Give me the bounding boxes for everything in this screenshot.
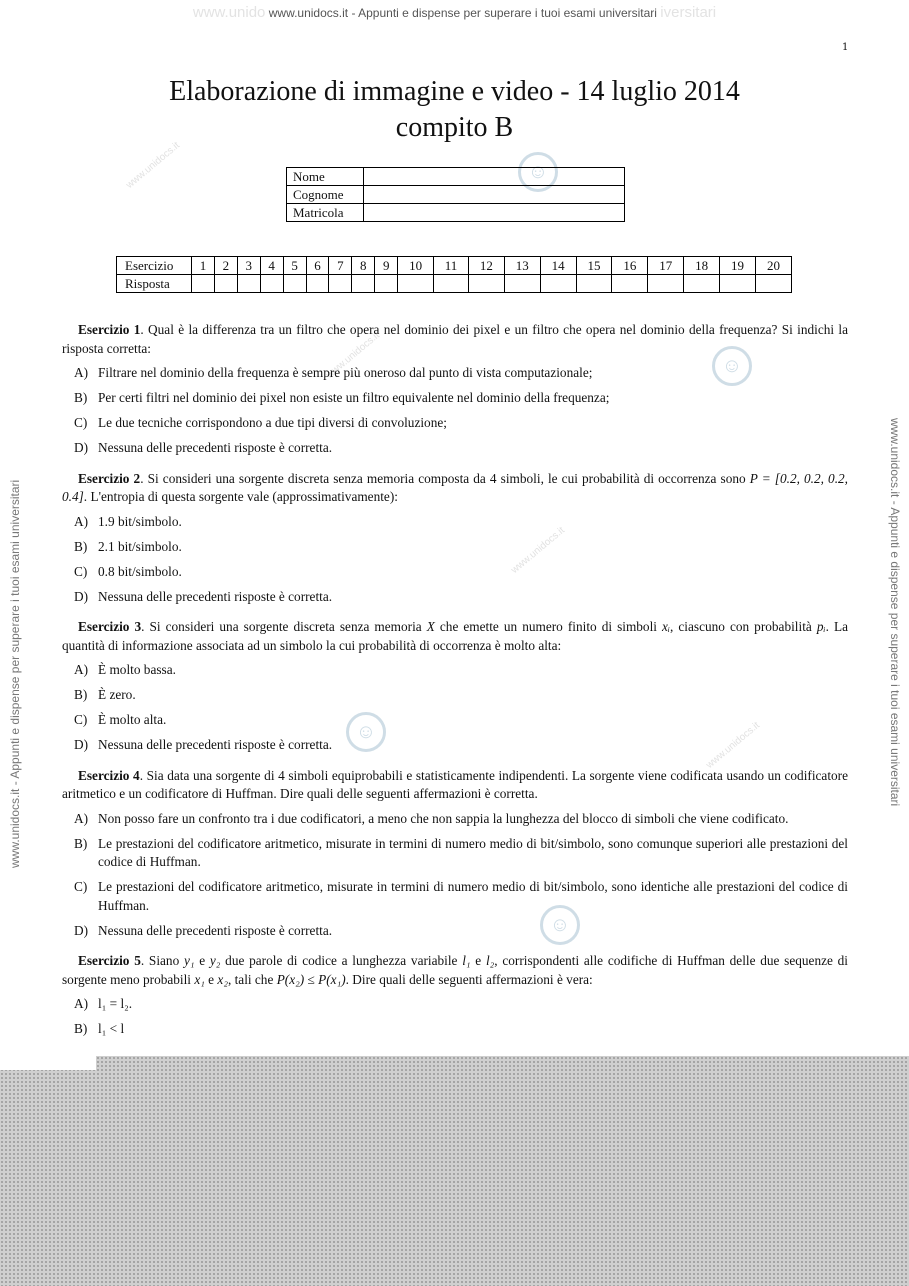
answer-cell-5[interactable] [283, 275, 306, 293]
watermark-left-side: www.unidocs.it - Appunti e dispense per superare i tuoi esami universitari [8, 479, 22, 868]
answer-grid-col-12: 12 [468, 257, 504, 275]
exercise-2-label: Esercizio 2 [78, 470, 141, 486]
table-row [287, 204, 625, 222]
watermark-diagonal: www.unidocs.it [509, 525, 567, 576]
answer-cell-2[interactable] [214, 275, 237, 293]
exercise-3 [62, 618, 848, 755]
exercise-4-label: Esercizio 4 [78, 767, 140, 783]
answer-cell-8[interactable] [352, 275, 375, 293]
unidocs-logo-icon: ☺ [540, 905, 580, 945]
exercise-5-label: Esercizio 5 [78, 953, 141, 968]
watermark-ghost-left: www.unido [192, 4, 266, 21]
exercise-list [62, 321, 848, 1051]
id-label-matricola: Matricola [287, 204, 364, 222]
answer-grid-col-1: 1 [192, 257, 215, 275]
option-b[interactable]: B) Le prestazioni del codificatore aritmetico, misurate in termini di numero medio di bit/simbolo, sono comunque superiori alle prestazioni del codice di Huffman. [74, 835, 848, 869]
math-probabilities: P = [0.2, 0.2, 0.2, 0.4] [62, 470, 849, 504]
option-a[interactable]: A) 1.9 bit/simbolo. [74, 513, 182, 529]
answer-cell-11[interactable] [434, 275, 469, 293]
answer-grid-col-5: 5 [283, 257, 306, 275]
answer-cell-3[interactable] [237, 275, 260, 293]
answer-cell-6[interactable] [306, 275, 329, 293]
unidocs-logo-icon: ☺ [346, 712, 386, 752]
answer-grid [116, 256, 792, 293]
watermark-ghost-right: iversitari [660, 4, 717, 21]
answer-cell-15[interactable] [576, 275, 612, 293]
answer-grid-answer-row [117, 275, 792, 293]
answer-grid-col-18: 18 [684, 257, 720, 275]
option-b[interactable]: B) l₁ < l [74, 1021, 125, 1036]
exercise-4 [62, 767, 848, 941]
answer-cell-10[interactable] [398, 275, 434, 293]
id-field-matricola[interactable] [364, 204, 625, 222]
option-a[interactable]: A) l₁ = l₂. [74, 996, 133, 1011]
exercise-1-question [62, 321, 848, 358]
answer-grid-col-15: 15 [576, 257, 612, 275]
option-a[interactable]: A) Non posso fare un confronto tra i due codificatori, a meno che non sappia la lunghezza del blocco di simboli che viene codificato. [74, 810, 789, 826]
answer-cell-1[interactable] [192, 275, 215, 293]
page-number: 1 [842, 42, 849, 53]
answer-cell-4[interactable] [260, 275, 283, 293]
answer-grid-col-8: 8 [352, 257, 375, 275]
exercise-2-options [62, 513, 848, 607]
answer-grid-col-17: 17 [648, 257, 684, 275]
answer-grid-col-3: 3 [237, 257, 260, 275]
option-c[interactable]: C) Le prestazioni del codificatore aritmetico, misurate in termini di numero medio di bit/simbolo, sono identiche alle prestazioni del codice di Huffman. [74, 879, 848, 913]
watermark-top [0, 4, 909, 21]
scan-overlay-notch [0, 1056, 96, 1070]
answer-cell-18[interactable] [684, 275, 720, 293]
option-d[interactable]: D) Nessuna delle precedenti risposte è corretta. [74, 440, 333, 455]
scan-overlay [0, 1056, 909, 1286]
answer-grid-col-7: 7 [329, 257, 352, 275]
watermark-diagonal: www.unidocs.it [324, 330, 382, 381]
answer-grid-col-14: 14 [540, 257, 576, 275]
exercise-1-label: Esercizio 1 [78, 322, 141, 337]
exercise-4-options [62, 810, 848, 941]
answer-grid-col-2: 2 [214, 257, 237, 275]
answer-cell-14[interactable] [540, 275, 576, 293]
exercise-3-label: Esercizio 3 [78, 619, 142, 634]
student-id-table [286, 167, 625, 222]
answer-grid-col-9: 9 [375, 257, 398, 275]
unidocs-logo-icon: ☺ [712, 346, 752, 386]
unidocs-logo-icon: ☺ [518, 152, 558, 192]
answer-grid-col-6: 6 [306, 257, 329, 275]
answer-grid-label-esercizio: Esercizio [117, 257, 192, 275]
option-d[interactable]: D) Nessuna delle precedenti risposte è corretta. [74, 922, 333, 938]
option-c[interactable]: C) Le due tecniche corrispondono a due tipi diversi di convoluzione; [74, 415, 447, 430]
answer-grid-col-13: 13 [504, 257, 540, 275]
exercise-3-options [62, 661, 848, 755]
watermark-diagonal: www.unidocs.it [704, 720, 762, 771]
option-b[interactable]: B) È zero. [74, 687, 136, 702]
option-c[interactable]: C) È molto alta. [74, 712, 167, 727]
answer-grid-col-4: 4 [260, 257, 283, 275]
exercise-5 [62, 952, 848, 1039]
option-a[interactable]: A) È molto bassa. [74, 662, 176, 677]
id-label-cognome: Cognome [287, 186, 364, 204]
id-field-cognome[interactable] [364, 186, 625, 204]
exercise-1 [62, 321, 848, 458]
answer-cell-12[interactable] [468, 275, 504, 293]
table-row [287, 168, 625, 186]
id-label-nome: Nome [287, 168, 364, 186]
answer-cell-19[interactable] [720, 275, 756, 293]
answer-cell-17[interactable] [648, 275, 684, 293]
option-c[interactable]: C) 0.8 bit/simbolo. [74, 563, 182, 579]
answer-cell-9[interactable] [375, 275, 398, 293]
exercise-4-text: . Sia data una sorgente di 4 simboli equiprobabili e statisticamente indipendenti. La sorgente viene codificata usando un codificatore aritmetico e un codificatore di Huffman. Dire quali delle seguenti affermazioni è corretta. [62, 767, 848, 801]
answer-cell-13[interactable] [504, 275, 540, 293]
answer-grid-col-10: 10 [398, 257, 434, 275]
answer-grid-col-19: 19 [720, 257, 756, 275]
page-title [0, 74, 909, 146]
watermark-right-side: www.unidocs.it - Appunti e dispense per superare i tuoi esami universitari [888, 418, 902, 807]
option-d[interactable]: D) Nessuna delle precedenti risposte è corretta. [74, 737, 333, 752]
answer-cell-7[interactable] [329, 275, 352, 293]
exercise-2-question: Esercizio 2. Si consideri una sorgente discreta senza memoria composta da 4 simboli, le cui probabilità di occorrenza sono P = [0.2, 0.2, 0.2, 0.4]. L'entropia di questa sorgente vale (approssimativamente): [62, 470, 849, 504]
option-a[interactable]: A) Filtrare nel dominio della frequenza è sempre più oneroso dal punto di vista computazionale; [74, 365, 593, 380]
option-b[interactable]: B) Per certi filtri nel dominio dei pixel non esiste un filtro equivalente nel dominio della frequenza; [74, 390, 610, 405]
option-d[interactable]: D) Nessuna delle precedenti risposte è corretta. [74, 588, 333, 604]
exercise-1-options [62, 364, 848, 458]
exercise-4-question [62, 767, 848, 804]
answer-grid-col-11: 11 [434, 257, 469, 275]
exercise-3-question: Esercizio 3. Si consideri una sorgente discreta senza memoria X che emette un numero finito di simboli xᵢ, ciascuno con probabilità pᵢ. La quantità di informazione associata ad un simbolo la cui probabilità di occorrenza è molto alta: [62, 619, 848, 653]
exercise-1-text: . Qual è la differenza tra un filtro che opera nel dominio dei pixel e un filtro che opera nel dominio della frequenza? Si indichi la risposta corretta: [62, 322, 849, 356]
answer-grid-col-20: 20 [755, 257, 791, 275]
answer-cell-16[interactable] [612, 275, 648, 293]
exercise-5-question: Esercizio 5. Siano y₁ e y₂ due parole di codice a lunghezza variabile l₁ e l₂, corrispondenti alle codifiche di Huffman delle due sequenze di sorgente meno probabili x₁ e x₂, tali che P(x₂) ≤ P(x₁). Dire quali delle seguenti affermazioni è vera: [62, 953, 849, 987]
answer-grid-label-risposta: Risposta [117, 275, 192, 293]
answer-grid-header-row [117, 257, 792, 275]
watermark-top-text: www.unidocs.it - Appunti e dispense per superare i tuoi esami universitari [268, 6, 657, 20]
answer-grid-col-16: 16 [612, 257, 648, 275]
answer-cell-20[interactable] [755, 275, 791, 293]
table-row [287, 186, 625, 204]
title-line-1: Elaborazione di immagine e video - 14 luglio 2014 [169, 76, 740, 107]
exercise-5-options [62, 995, 848, 1039]
watermark-diagonal: www.unidocs.it [124, 140, 182, 191]
exercise-2 [62, 470, 848, 607]
title-line-2: compito B [395, 112, 514, 143]
id-field-nome[interactable] [364, 168, 625, 186]
option-b[interactable]: B) 2.1 bit/simbolo. [74, 538, 182, 554]
